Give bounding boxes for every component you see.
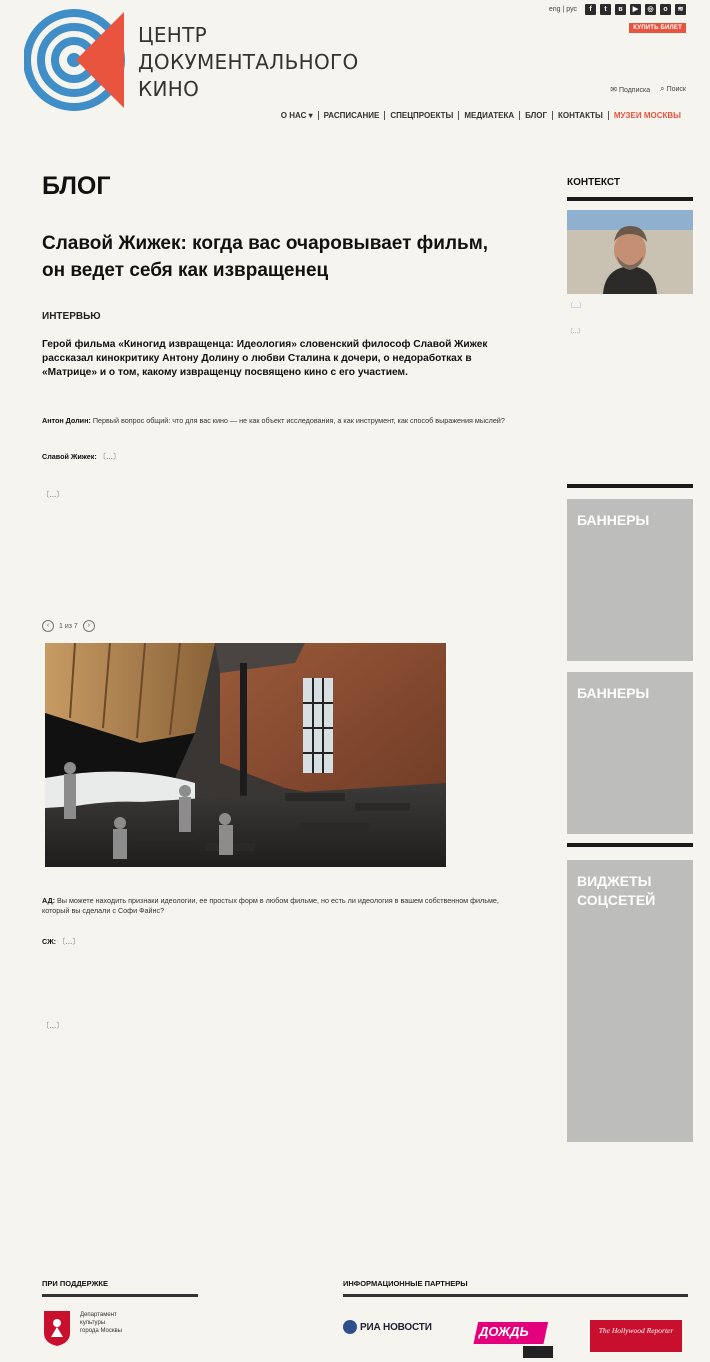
- paragraph-a1: Славой Жижек: 〔…〕: [42, 452, 121, 461]
- partner-ria[interactable]: РИА НОВОСТИ: [343, 1320, 432, 1334]
- partner-hollywood-reporter[interactable]: The Hollywood Reporter: [590, 1320, 682, 1352]
- context-heading: КОНТЕКСТ: [567, 177, 620, 188]
- context-thumbnail[interactable]: [567, 210, 693, 294]
- facebook-icon[interactable]: f: [585, 4, 596, 15]
- nav-schedule[interactable]: РАСПИСАНИЕ: [318, 111, 385, 120]
- gallery-next-icon[interactable]: ›: [83, 620, 95, 632]
- gallery-photo[interactable]: [45, 643, 446, 867]
- social-widgets[interactable]: ВИДЖЕТЫ СОЦСЕТЕЙ: [567, 860, 693, 1142]
- search-icon: ⌕: [660, 84, 665, 93]
- banner-1[interactable]: БАННЕРЫ: [567, 499, 693, 661]
- footer-divider: [343, 1294, 688, 1297]
- partner-dozhd[interactable]: ДОЖДЬ: [467, 1318, 557, 1358]
- sidebar-divider: [567, 843, 693, 847]
- site-logo[interactable]: [24, 8, 359, 114]
- paragraph-a2: СЖ: 〔…〕: [42, 937, 80, 946]
- article-title: Славой Жижек: когда вас очаровывает фильм, он ведет себя как извращенец: [42, 233, 489, 281]
- nav-moscow-museums[interactable]: МУЗЕИ МОСКВЫ: [608, 111, 686, 120]
- ria-globe-icon: [343, 1320, 357, 1334]
- mail-icon: ✉: [610, 84, 617, 94]
- odnoklassniki-icon[interactable]: o: [660, 4, 671, 15]
- utility-links: [610, 84, 686, 94]
- sidebar-divider: [567, 197, 693, 201]
- gallery-prev-icon[interactable]: ‹: [42, 620, 54, 632]
- search-link[interactable]: ⌕ Поиск: [660, 84, 686, 93]
- nav-blog[interactable]: БЛОГ: [519, 111, 552, 120]
- banner-2[interactable]: БАННЕРЫ: [567, 672, 693, 834]
- paragraph-q2: АД: Вы можете находить признаки идеологии, ее простых форм в любом фильме, но есть ли идеология в вашем собственном фильме, который вы сделали с Софи Файнс?: [42, 896, 499, 916]
- logo-text: ЦЕНТР ДОКУМЕНТАЛЬНОГО КИНО: [138, 23, 359, 101]
- logo-emblem-icon: [24, 8, 134, 112]
- paragraph-6: 〔…〕: [42, 1021, 64, 1030]
- section-heading: БЛОГ: [42, 172, 111, 200]
- twitter-icon[interactable]: t: [600, 4, 611, 15]
- context-text: 〔…〕: [567, 329, 584, 335]
- instagram-icon[interactable]: ◎: [645, 4, 656, 15]
- rss-icon[interactable]: ≋: [675, 4, 686, 15]
- gallery-nav: [42, 620, 95, 632]
- paragraph-3: 〔…〕: [42, 490, 64, 499]
- support-heading: ПРИ ПОДДЕРЖКЕ: [42, 1279, 108, 1288]
- nav-contacts[interactable]: КОНТАКТЫ: [552, 111, 608, 120]
- nav-special-projects[interactable]: СПЕЦПРОЕКТЫ: [384, 111, 458, 120]
- nav-about[interactable]: О НАС ▾: [280, 111, 313, 120]
- nav-media-library[interactable]: МЕДИАТЕКА: [458, 111, 519, 120]
- paragraph-q1: Антон Долин: Первый вопрос общий: что для вас кино — не как объект исследования, а как инструмент, как способ выражения мыслей?: [42, 416, 505, 425]
- context-link[interactable]: 〔…〕: [567, 304, 586, 310]
- article-rubric[interactable]: ИНТЕРВЬЮ: [42, 311, 101, 322]
- buy-ticket-button[interactable]: КУПИТЬ БИЛЕТ: [629, 23, 686, 33]
- language-switch[interactable]: eng | рус: [548, 6, 577, 13]
- sidebar-divider: [567, 484, 693, 488]
- vk-icon[interactable]: в: [615, 4, 626, 15]
- article-lead: Герой фильма «Киногид извращенца: Идеология» словенский философ Славой Жижек рассказал кинокритику Антону Долину о любви Сталина к дочери, о недоработках в «Матрице» и о том, какому извращенцу посвящено кино с его участием.: [42, 339, 488, 378]
- partners-heading: ИНФОРМАЦИОННЫЕ ПАРТНЕРЫ: [343, 1279, 468, 1288]
- gallery-counter: 1 из 7: [59, 622, 78, 630]
- dept-culture-label[interactable]: Департамент культуры города Москвы: [80, 1312, 122, 1334]
- subscribe-link[interactable]: ✉ Подписка: [610, 84, 651, 94]
- moscow-emblem-icon[interactable]: [42, 1309, 72, 1352]
- top-bar: [549, 4, 686, 15]
- footer-divider: [42, 1294, 198, 1297]
- main-nav: [276, 111, 686, 120]
- youtube-icon[interactable]: ▶: [630, 4, 641, 15]
